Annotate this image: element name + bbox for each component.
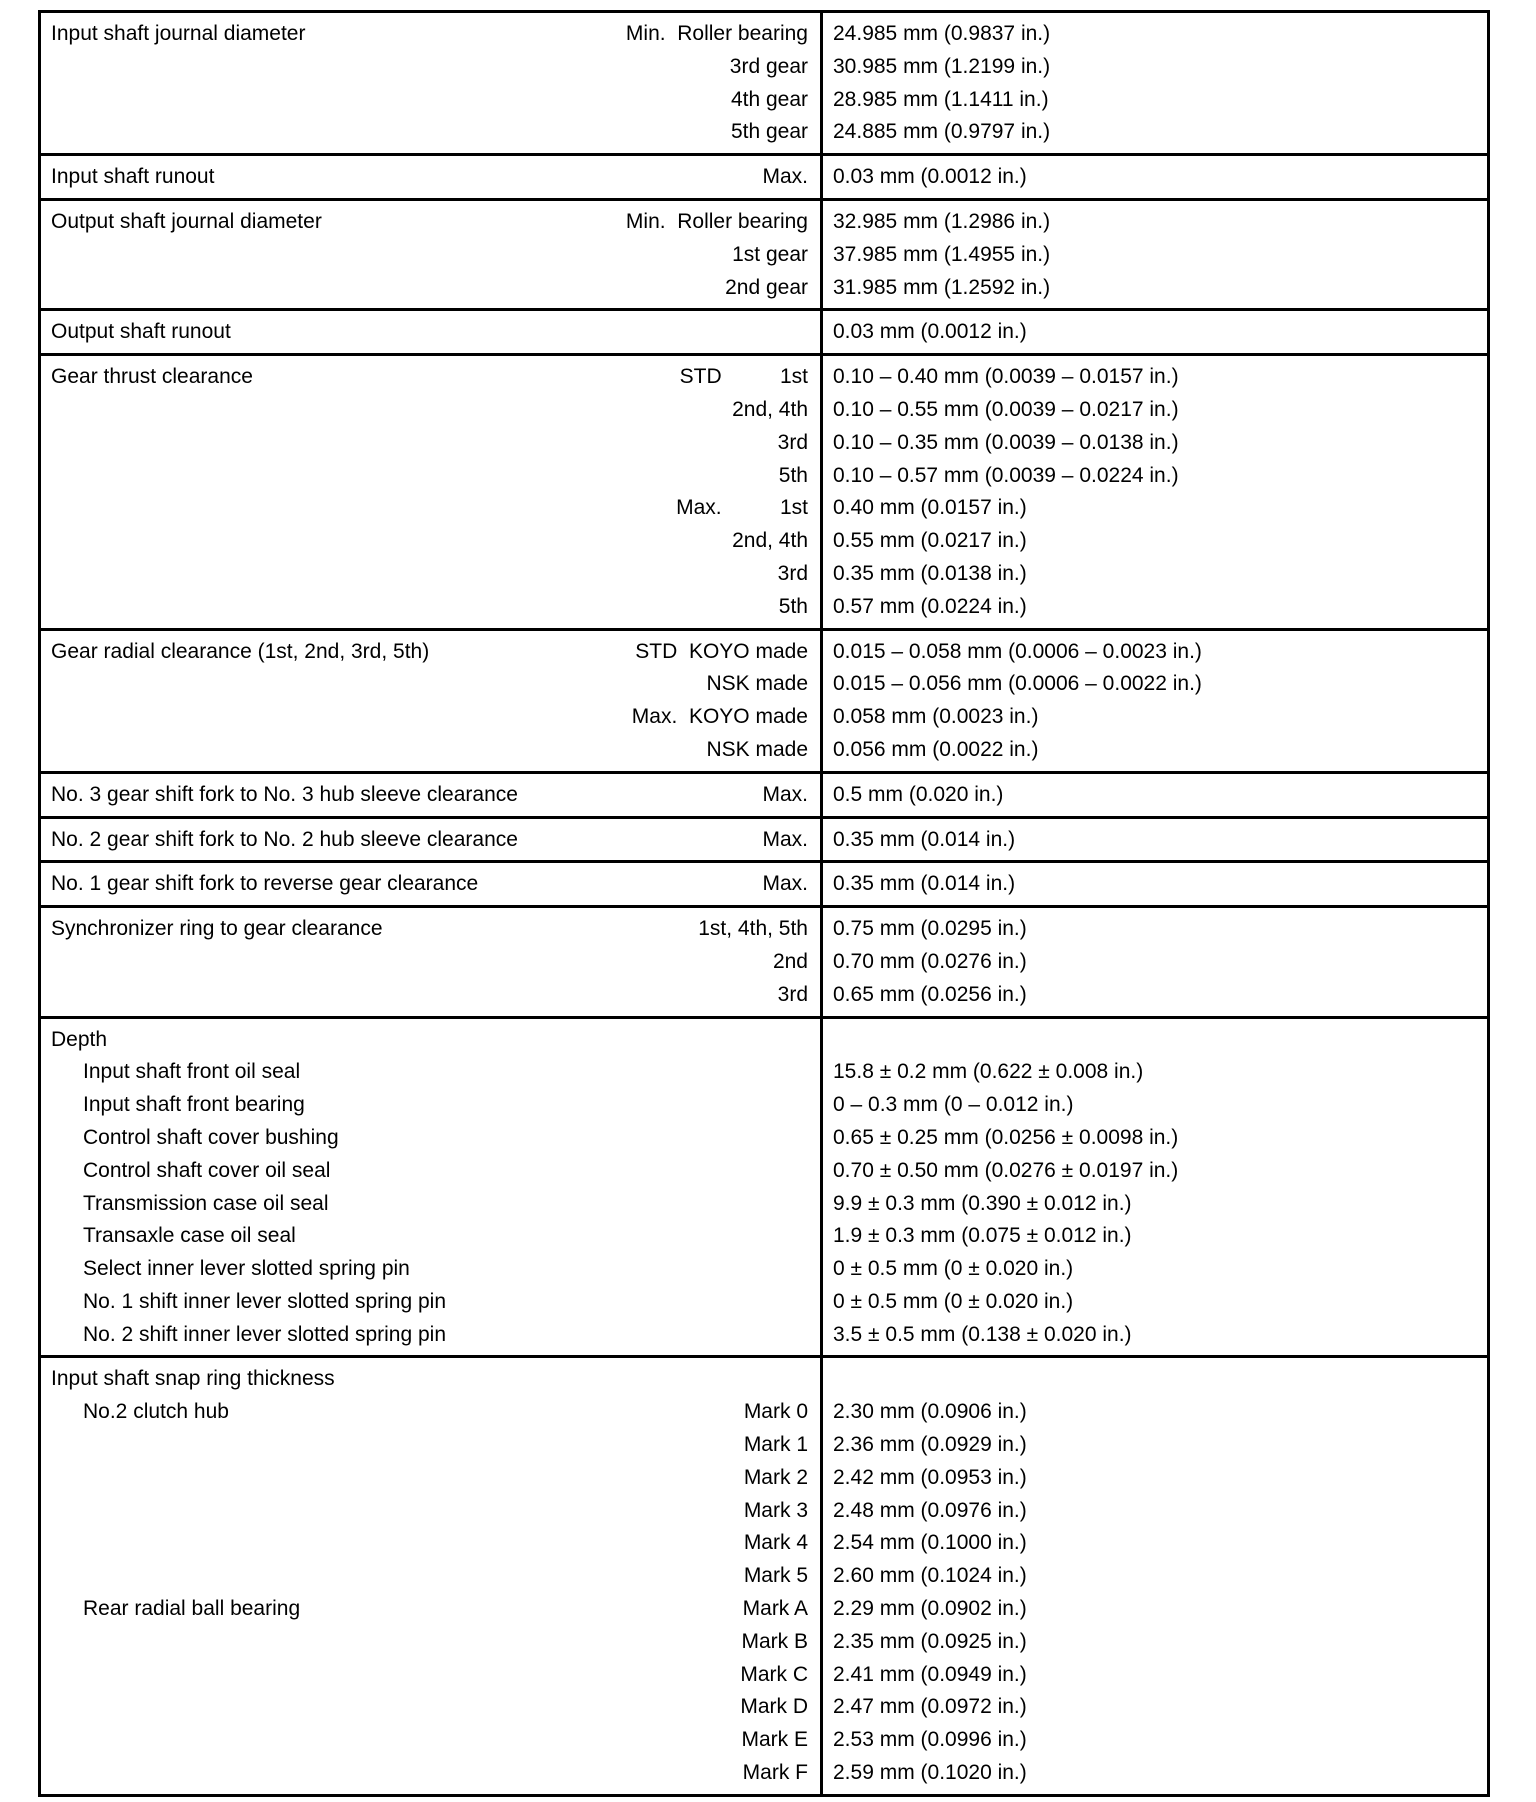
spec-condition: NSK made [706, 737, 808, 761]
spec-section [41, 905, 1487, 1015]
spec-condition: 2nd, 4th [732, 529, 808, 553]
spec-item-label: Input shaft journal diameter [51, 22, 306, 45]
spec-item-label: Input shaft front oil seal [83, 1060, 301, 1084]
spec-condition: Mark 1 [743, 1433, 808, 1457]
spec-condition: Max. [762, 827, 808, 851]
spec-item-label: No. 2 gear shift fork to No. 2 hub sleeve clearance [51, 827, 518, 851]
spec-condition: 5th [778, 594, 808, 618]
spec-condition: Mark C [740, 1662, 808, 1686]
spec-label-row [51, 1122, 808, 1155]
spec-label-row [51, 1396, 808, 1429]
spec-label-cell [41, 356, 823, 627]
spec-label-cell [41, 311, 823, 353]
spec-label-row [51, 394, 808, 427]
spec-value: 0.03 mm (0.0012 in.) [833, 320, 1027, 344]
spec-condition: Mark E [741, 1728, 808, 1752]
spec-label-cell [41, 13, 823, 153]
spec-label-cell [41, 1019, 823, 1356]
spec-value: 0.10 – 0.40 mm (0.0039 – 0.0157 in.) [833, 365, 1179, 389]
spec-label-row [51, 427, 808, 460]
spec-condition: 5th gear [730, 120, 808, 144]
spec-item-label: Gear radial clearance (1st, 2nd, 3rd, 5th) [51, 639, 430, 663]
spec-condition [335, 1363, 808, 1396]
spec-section [41, 308, 1487, 353]
spec-label-row [51, 1462, 808, 1495]
spec-condition: Mark 2 [743, 1465, 808, 1489]
spec-condition: Mark F [742, 1761, 808, 1785]
spec-condition: 1st gear [732, 242, 808, 266]
spec-section [41, 1016, 1487, 1356]
spec-value: 2.29 mm (0.0902 in.) [833, 1597, 1027, 1621]
spec-value: 0.35 mm (0.014 in.) [833, 872, 1016, 896]
spec-condition: Mark 3 [743, 1498, 808, 1522]
spec-value-cell [823, 908, 1487, 1015]
spec-label-row [51, 1220, 808, 1253]
spec-item-label: Control shaft cover oil seal [83, 1158, 331, 1182]
spec-condition: Mark A [742, 1597, 808, 1621]
spec-condition: 2nd gear [725, 275, 808, 299]
spec-value: 0.35 mm (0.0138 in.) [833, 561, 1027, 585]
spec-value-cell [823, 1019, 1487, 1356]
spec-value: 0.5 mm (0.020 in.) [833, 782, 1004, 806]
spec-condition: Mark 4 [743, 1531, 808, 1555]
spec-condition [231, 316, 808, 349]
spec-label-row [51, 84, 808, 117]
spec-condition: 2nd, 4th [732, 397, 808, 421]
spec-label-row [51, 701, 808, 734]
spec-condition [446, 1286, 808, 1319]
spec-value: 0.058 mm (0.0023 in.) [833, 705, 1039, 729]
spec-label-row [51, 51, 808, 84]
spec-label-row [51, 492, 808, 525]
spec-value: 2.48 mm (0.0976 in.) [833, 1498, 1027, 1522]
spec-value: 37.985 mm (1.4955 in.) [833, 242, 1051, 266]
spec-item-label: Input shaft snap ring thickness [51, 1367, 335, 1391]
spec-value: 2.53 mm (0.0996 in.) [833, 1728, 1027, 1752]
spec-value: 0.10 – 0.35 mm (0.0039 – 0.0138 in.) [833, 430, 1179, 454]
spec-label-row [51, 1363, 808, 1396]
spec-value: 0.70 ± 0.50 mm (0.0276 ± 0.0197 in.) [833, 1158, 1179, 1182]
spec-label-row [51, 239, 808, 272]
spec-section [41, 198, 1487, 308]
spec-value: 2.30 mm (0.0906 in.) [833, 1400, 1027, 1424]
spec-label-row [51, 1319, 808, 1352]
spec-label-row [51, 1691, 808, 1724]
spec-label-cell [41, 774, 823, 816]
spec-condition: 3rd gear [729, 54, 808, 78]
spec-label-row [51, 979, 808, 1012]
spec-condition: 4th gear [730, 87, 808, 111]
spec-value: 0.55 mm (0.0217 in.) [833, 529, 1027, 553]
spec-section [41, 153, 1487, 198]
spec-label-row [51, 1286, 808, 1319]
spec-condition: Max. [762, 165, 808, 189]
spec-value: 2.41 mm (0.0949 in.) [833, 1662, 1027, 1686]
spec-label-row [51, 1429, 808, 1462]
spec-label-row [51, 460, 808, 493]
spec-item-label: Rear radial ball bearing [83, 1597, 301, 1621]
spec-value-cell [823, 201, 1487, 308]
spec-item-label: Transaxle case oil seal [83, 1224, 296, 1248]
spec-label-row [51, 779, 808, 812]
spec-value: 2.36 mm (0.0929 in.) [833, 1433, 1027, 1457]
spec-label-cell [41, 908, 823, 1015]
spec-condition: 3rd [777, 982, 808, 1006]
spec-value: 0.015 – 0.056 mm (0.0006 – 0.0022 in.) [833, 672, 1202, 696]
spec-label-row [51, 1757, 808, 1790]
spec-label-row [51, 734, 808, 767]
spec-value: 28.985 mm (1.1411 in.) [833, 87, 1049, 111]
spec-item-label: Output shaft runout [51, 320, 231, 344]
spec-condition [300, 1056, 808, 1089]
spec-value-cell [823, 819, 1487, 861]
spec-label-row [51, 1724, 808, 1757]
spec-value: 2.35 mm (0.0925 in.) [833, 1629, 1027, 1653]
spec-value: 31.985 mm (1.2592 in.) [833, 275, 1051, 299]
spec-section [41, 628, 1487, 771]
spec-condition [330, 1155, 808, 1188]
spec-value: 0.03 mm (0.0012 in.) [833, 165, 1027, 189]
spec-value: 2.47 mm (0.0972 in.) [833, 1695, 1027, 1719]
spec-condition [339, 1122, 808, 1155]
spec-value: 2.42 mm (0.0953 in.) [833, 1465, 1027, 1489]
spec-item-label: Depth [51, 1027, 108, 1051]
spec-condition: Min. Roller bearing [625, 22, 808, 45]
spec-condition [296, 1220, 808, 1253]
spec-condition: Mark D [740, 1695, 808, 1719]
spec-value-cell [823, 311, 1487, 353]
spec-condition: Mark 5 [743, 1564, 808, 1588]
spec-item-label: No. 1 gear shift fork to reverse gear clearance [51, 872, 479, 896]
spec-label-row [51, 1560, 808, 1593]
spec-label-row [51, 946, 808, 979]
spec-label-row [51, 1155, 808, 1188]
spec-condition: Max. [762, 782, 808, 806]
spec-table [38, 10, 1490, 1797]
spec-condition [446, 1319, 808, 1352]
spec-label-row [51, 1527, 808, 1560]
spec-value: 0.10 – 0.57 mm (0.0039 – 0.0224 in.) [833, 463, 1179, 487]
spec-condition: Max. 1st [676, 496, 808, 520]
spec-condition [107, 1024, 808, 1057]
spec-label-row [51, 1593, 808, 1626]
spec-label-row [51, 1626, 808, 1659]
spec-condition [328, 1188, 808, 1221]
spec-condition: 2nd [772, 949, 808, 973]
spec-label-cell [41, 863, 823, 905]
spec-value: 2.59 mm (0.1020 in.) [833, 1761, 1027, 1785]
spec-condition: STD 1st [679, 365, 808, 389]
spec-value: 15.8 ± 0.2 mm (0.622 ± 0.008 in.) [833, 1060, 1144, 1084]
spec-value: 0.056 mm (0.0022 in.) [833, 737, 1039, 761]
spec-condition: 1st, 4th, 5th [698, 917, 808, 941]
spec-condition [305, 1089, 808, 1122]
spec-condition [410, 1253, 808, 1286]
spec-label-row [51, 525, 808, 558]
spec-label-row [51, 913, 808, 946]
spec-value [833, 1363, 1479, 1396]
spec-section [41, 771, 1487, 816]
spec-value: 0.015 – 0.058 mm (0.0006 – 0.0023 in.) [833, 639, 1202, 663]
spec-label-row [51, 668, 808, 701]
spec-value: 0.65 ± 0.25 mm (0.0256 ± 0.0098 in.) [833, 1125, 1179, 1149]
spec-section [41, 353, 1487, 627]
spec-label-row [51, 18, 808, 51]
spec-value: 0.75 mm (0.0295 in.) [833, 917, 1027, 941]
spec-item-label: Input shaft runout [51, 165, 215, 189]
spec-label-row [51, 161, 808, 194]
spec-value: 24.885 mm (0.9797 in.) [833, 120, 1051, 144]
spec-value: 0 – 0.3 mm (0 – 0.012 in.) [833, 1093, 1074, 1117]
spec-value: 2.54 mm (0.1000 in.) [833, 1531, 1027, 1555]
spec-item-label: Control shaft cover bushing [83, 1125, 339, 1149]
spec-label-row [51, 361, 808, 394]
spec-label-row [51, 636, 808, 669]
spec-condition: 3rd [777, 561, 808, 585]
spec-value: 0.35 mm (0.014 in.) [833, 827, 1016, 851]
spec-condition: 5th [778, 463, 808, 487]
spec-section [41, 1355, 1487, 1793]
spec-label-row [51, 272, 808, 305]
spec-value: 30.985 mm (1.2199 in.) [833, 54, 1051, 78]
spec-condition: STD KOYO made [635, 639, 808, 663]
spec-condition: Min. Roller bearing [625, 209, 808, 233]
spec-value: 0 ± 0.5 mm (0 ± 0.020 in.) [833, 1257, 1074, 1281]
spec-item-label: Synchronizer ring to gear clearance [51, 917, 383, 941]
spec-item-label: No. 3 gear shift fork to No. 3 hub sleeve clearance [51, 782, 518, 806]
spec-label-row [51, 1253, 808, 1286]
spec-label-cell [41, 1358, 823, 1793]
spec-value-cell [823, 356, 1487, 627]
spec-condition: Max. KOYO made [631, 705, 808, 729]
spec-value: 0.70 mm (0.0276 in.) [833, 949, 1027, 973]
spec-item-label: Transmission case oil seal [83, 1191, 329, 1215]
spec-value: 0.10 – 0.55 mm (0.0039 – 0.0217 in.) [833, 397, 1179, 421]
spec-condition: 3rd [777, 430, 808, 454]
spec-label-row [51, 116, 808, 149]
spec-value: 24.985 mm (0.9837 in.) [833, 22, 1051, 45]
spec-section [41, 816, 1487, 861]
spec-condition: Max. [762, 872, 808, 896]
spec-label-row [51, 1659, 808, 1692]
spec-value [833, 1024, 1479, 1057]
spec-label-row [51, 1188, 808, 1221]
spec-item-label: No.2 clutch hub [83, 1400, 229, 1424]
spec-value: 0.57 mm (0.0224 in.) [833, 594, 1027, 618]
spec-label-row [51, 591, 808, 624]
spec-value: 0.65 mm (0.0256 in.) [833, 982, 1027, 1006]
spec-label-row [51, 1089, 808, 1122]
spec-label-row [51, 1024, 808, 1057]
spec-item-label: Select inner lever slotted spring pin [83, 1257, 410, 1281]
spec-label-cell [41, 631, 823, 771]
spec-section [41, 860, 1487, 905]
spec-value: 0.40 mm (0.0157 in.) [833, 496, 1027, 520]
spec-label-cell [41, 201, 823, 308]
spec-label-row [51, 206, 808, 239]
spec-value-cell [823, 156, 1487, 198]
spec-label-row [51, 824, 808, 857]
spec-label-row [51, 558, 808, 591]
spec-value: 3.5 ± 0.5 mm (0.138 ± 0.020 in.) [833, 1322, 1132, 1346]
spec-value: 0 ± 0.5 mm (0 ± 0.020 in.) [833, 1289, 1074, 1313]
spec-item-label: No. 2 shift inner lever slotted spring pin [83, 1322, 447, 1346]
spec-item-label: Output shaft journal diameter [51, 209, 322, 233]
spec-item-label: Gear thrust clearance [51, 365, 253, 389]
spec-condition: Mark B [741, 1629, 808, 1653]
spec-section [41, 13, 1487, 153]
spec-value: 9.9 ± 0.3 mm (0.390 ± 0.012 in.) [833, 1191, 1132, 1215]
spec-label-row [51, 316, 808, 349]
spec-value: 32.985 mm (1.2986 in.) [833, 209, 1051, 233]
spec-label-cell [41, 819, 823, 861]
spec-condition: Mark 0 [743, 1400, 808, 1424]
spec-item-label: No. 1 shift inner lever slotted spring pin [83, 1289, 447, 1313]
spec-value-cell [823, 774, 1487, 816]
spec-value-cell [823, 863, 1487, 905]
spec-value: 2.60 mm (0.1024 in.) [833, 1564, 1027, 1588]
spec-label-cell [41, 156, 823, 198]
spec-item-label: Input shaft front bearing [83, 1093, 305, 1117]
spec-value-cell [823, 1358, 1487, 1793]
spec-value-cell [823, 631, 1487, 771]
spec-label-row [51, 1495, 808, 1528]
spec-value-cell [823, 13, 1487, 153]
spec-condition: NSK made [706, 672, 808, 696]
spec-label-row [51, 868, 808, 901]
spec-value: 1.9 ± 0.3 mm (0.075 ± 0.012 in.) [833, 1224, 1132, 1248]
spec-label-row [51, 1056, 808, 1089]
